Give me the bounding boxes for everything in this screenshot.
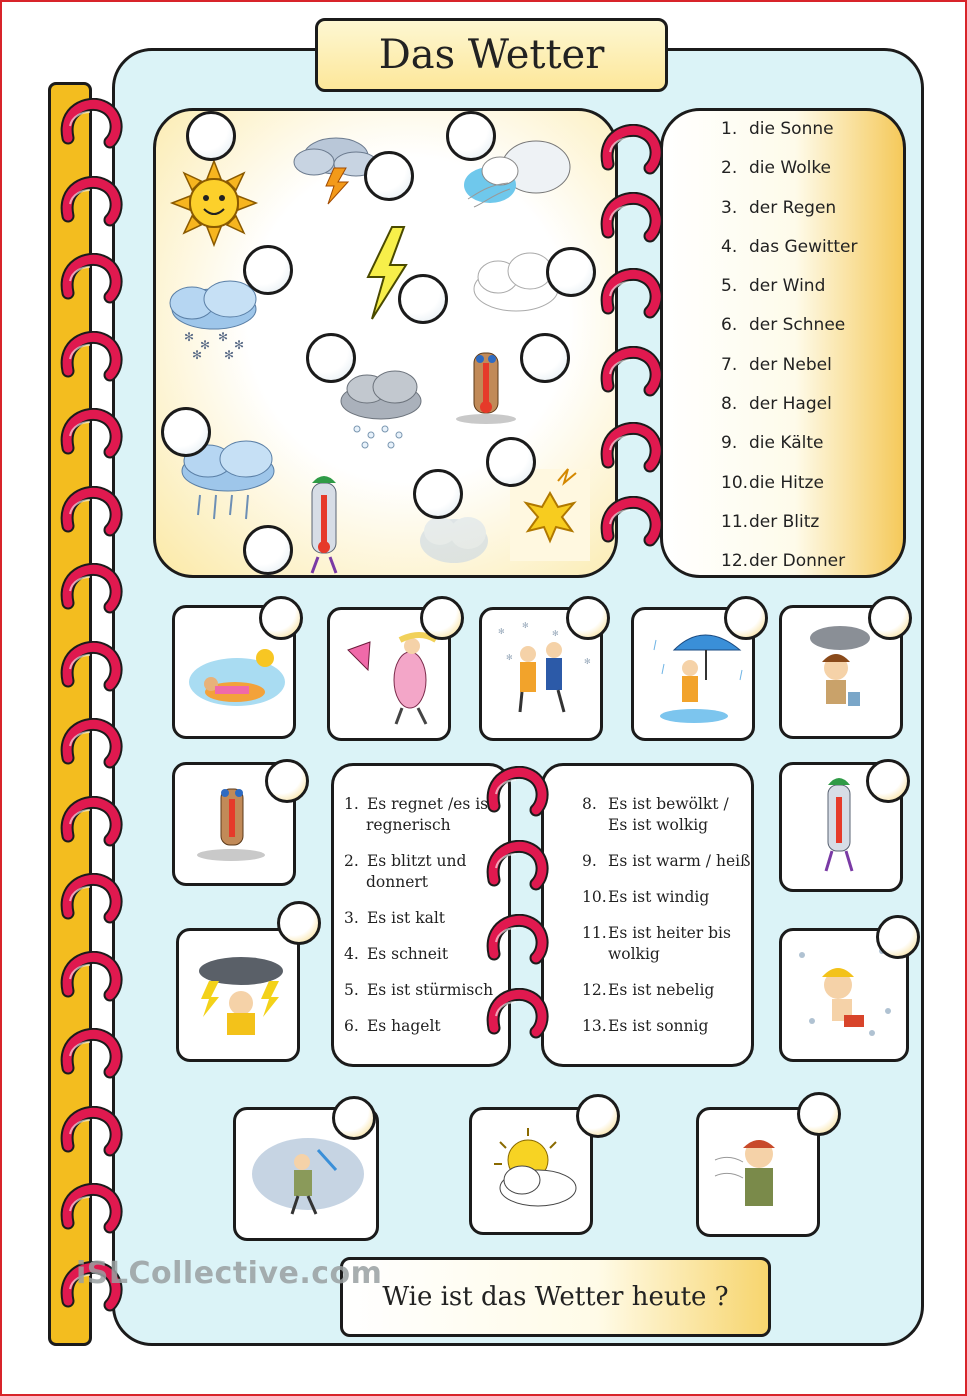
spiral-ring <box>484 766 554 818</box>
storm-icon <box>189 941 293 1051</box>
cloud-icon <box>474 253 558 311</box>
vocabulary-list <box>721 119 858 591</box>
question-text: Wie ist das Wetter heute ? <box>382 1282 729 1312</box>
picture-card-cold <box>779 762 903 892</box>
cold-thermometer-icon <box>312 476 336 573</box>
picture-card-storm <box>176 928 300 1062</box>
spiral-ring <box>598 422 668 474</box>
picture-card-snow <box>479 607 603 741</box>
spiral-ring <box>598 268 668 320</box>
answer-bubble[interactable] <box>876 915 920 959</box>
spiral-ring <box>598 496 668 548</box>
picture-card-rain <box>631 607 755 741</box>
question-banner <box>340 1257 771 1337</box>
svg-text:✻: ✻ <box>200 338 211 352</box>
answer-bubble[interactable] <box>364 151 414 201</box>
answer-bubble[interactable] <box>797 1092 841 1136</box>
phrases-left-list <box>344 794 494 1052</box>
picture-card-heat <box>172 762 296 886</box>
answer-bubble[interactable] <box>546 247 596 297</box>
spiral-ring <box>484 840 554 892</box>
svg-text:✻: ✻ <box>522 621 529 630</box>
spiral-ring <box>58 253 128 305</box>
answer-bubble[interactable] <box>277 901 321 945</box>
spiral-ring <box>58 718 128 770</box>
vocabulary-item: 11.der Blitz <box>721 511 820 532</box>
spiral-ring <box>58 951 128 1003</box>
spiral-ring <box>58 486 128 538</box>
answer-bubble[interactable] <box>306 333 356 383</box>
answer-bubble[interactable] <box>486 437 536 487</box>
vocabulary-item: 3. der Regen <box>721 197 837 218</box>
svg-text:✻: ✻ <box>192 348 203 362</box>
picture-card-hail <box>779 928 909 1062</box>
answer-bubble[interactable] <box>520 333 570 383</box>
answer-bubble[interactable] <box>332 1096 376 1140</box>
phrase-item: 6. Es hagelt <box>344 1017 441 1035</box>
picture-card-windy <box>327 607 451 741</box>
svg-text:✻: ✻ <box>234 338 245 352</box>
spiral-ring <box>484 988 554 1040</box>
spiral-ring <box>598 346 668 398</box>
svg-text:✻: ✻ <box>218 330 229 344</box>
vocabulary-item: 9. die Kälte <box>721 433 824 454</box>
answer-bubble[interactable] <box>243 245 293 295</box>
page-title: Das Wetter <box>378 32 605 78</box>
title-banner <box>315 18 668 92</box>
spiral-ring <box>58 796 128 848</box>
answer-bubble[interactable] <box>868 596 912 640</box>
answer-bubble[interactable] <box>398 274 448 324</box>
answer-bubble[interactable] <box>186 111 236 161</box>
snow-cloud-icon <box>170 281 256 362</box>
answer-bubble[interactable] <box>413 469 463 519</box>
picture-card-foggy <box>233 1107 379 1241</box>
spiral-ring <box>598 192 668 244</box>
answer-bubble[interactable] <box>724 596 768 640</box>
answer-bubble[interactable] <box>265 759 309 803</box>
phrase-item: 5. Es ist stürmisch <box>344 981 494 999</box>
spiral-ring <box>58 408 128 460</box>
phrase-item: 2. Es blitzt und donnert <box>344 852 467 891</box>
phrases-right-list <box>582 794 750 1052</box>
picture-card-partly-cloudy <box>469 1107 593 1235</box>
phrase-item: 13.Es ist sonnig <box>582 1017 709 1035</box>
spiral-ring <box>58 1028 128 1080</box>
answer-bubble[interactable] <box>259 596 303 640</box>
svg-text:✻: ✻ <box>552 629 559 638</box>
vocabulary-item: 4. das Gewitter <box>721 236 858 257</box>
phrase-item: 11.Es ist heiter bis wolkig <box>582 924 731 963</box>
phrases-right-panel <box>541 763 754 1067</box>
vocabulary-item: 12.der Donner <box>721 551 846 572</box>
phrase-item: 4. Es schneit <box>344 945 449 963</box>
vocabulary-item: 10.die Hitze <box>721 472 824 493</box>
sun-icon <box>172 161 256 245</box>
hot-thermometer-icon <box>456 353 516 424</box>
answer-bubble[interactable] <box>866 759 910 803</box>
hail-cloud-icon <box>341 371 421 448</box>
svg-text:✻: ✻ <box>506 653 513 662</box>
svg-text:✻: ✻ <box>498 627 505 636</box>
answer-bubble[interactable] <box>161 407 211 457</box>
partly-cloudy-icon <box>482 1120 586 1224</box>
spiral-ring <box>598 124 668 176</box>
vocabulary-item: 7. der Nebel <box>721 354 832 375</box>
vocabulary-item: 1. die Sonne <box>721 119 834 139</box>
vocabulary-panel <box>660 108 906 578</box>
spiral-ring <box>58 1183 128 1235</box>
vocabulary-item: 8. der Hagel <box>721 394 832 415</box>
picture-card-cloudy <box>779 605 903 739</box>
phrase-item: 8. Es ist bewölkt / Es ist wolkig <box>582 795 729 834</box>
vocabulary-item: 2. die Wolke <box>721 158 832 179</box>
svg-text:✻: ✻ <box>584 657 591 666</box>
windy-man-icon <box>709 1120 813 1226</box>
vocabulary-item: 6. der Schnee <box>721 315 846 336</box>
spiral-ring <box>484 914 554 966</box>
hail-kid-icon <box>792 941 896 1051</box>
phrase-item: 10.Es ist windig <box>582 888 710 906</box>
windy-umbrella-icon <box>340 620 444 730</box>
answer-bubble[interactable] <box>420 596 464 640</box>
answer-bubble[interactable] <box>243 525 293 575</box>
svg-text:✻: ✻ <box>224 348 235 362</box>
vocabulary-item: 5. der Wind <box>721 276 826 297</box>
spiral-ring <box>58 331 128 383</box>
phrase-item: 3. Es ist kalt <box>344 909 446 927</box>
watermark-text: iSLCollective.com <box>76 1256 383 1291</box>
phrase-item: 12.Es ist nebelig <box>582 981 715 999</box>
svg-text:✻: ✻ <box>184 330 195 344</box>
answer-bubble[interactable] <box>576 1094 620 1138</box>
spiral-ring <box>58 1106 128 1158</box>
spiral-ring <box>58 98 128 150</box>
fog-icon <box>420 517 488 563</box>
answer-bubble[interactable] <box>566 596 610 640</box>
weather-pictures-panel <box>153 108 618 578</box>
spiral-ring <box>58 641 128 693</box>
rain-umbrella-icon <box>644 620 748 730</box>
picture-card-windy-man <box>696 1107 820 1237</box>
phrase-item: 1. Es regnet /es ist regnerisch <box>344 795 495 834</box>
spiral-ring <box>58 873 128 925</box>
phrase-item: 9. Es ist warm / heiß <box>582 852 751 870</box>
spiral-ring <box>58 176 128 228</box>
picture-card-sunbathing <box>172 605 296 739</box>
spiral-ring <box>58 563 128 615</box>
answer-bubble[interactable] <box>446 111 496 161</box>
